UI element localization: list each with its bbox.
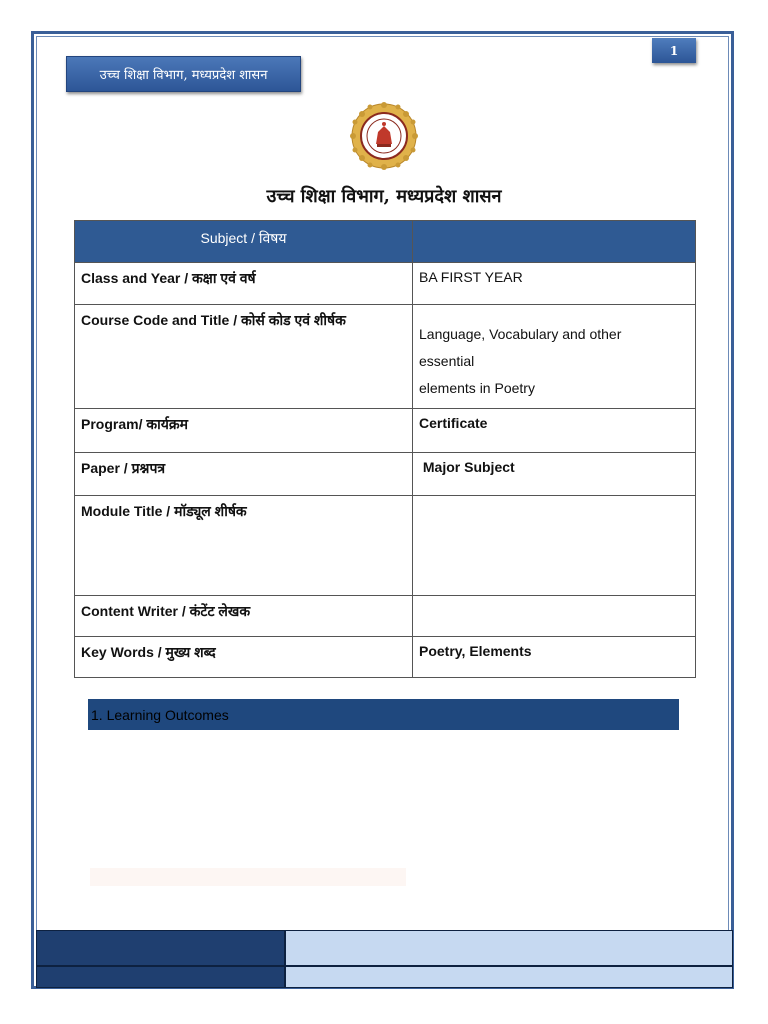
paper-label: Paper / प्रश्नपत्र bbox=[75, 453, 413, 496]
footer-cell-dark bbox=[36, 966, 285, 988]
footer-cell-light bbox=[285, 966, 733, 988]
table-row bbox=[75, 305, 696, 409]
page-number-badge: 1 bbox=[652, 38, 696, 63]
course-title-line: elements in Poetry bbox=[419, 380, 535, 396]
table-row bbox=[75, 221, 696, 263]
class-year-value: BA FIRST YEAR bbox=[413, 263, 696, 305]
module-title-value bbox=[413, 496, 696, 596]
highlight-strip bbox=[90, 868, 406, 886]
program-value: Certificate bbox=[413, 409, 696, 453]
course-code-label: Course Code and Title / कोर्स कोड एवं शीर्षक bbox=[75, 305, 413, 409]
class-year-label: Class and Year / कक्षा एवं वर्ष bbox=[75, 263, 413, 305]
module-info-table bbox=[74, 220, 696, 678]
course-title-line: essential bbox=[419, 353, 475, 369]
keywords-value: Poetry, Elements bbox=[413, 637, 696, 678]
program-label: Program/ कार्यक्रम bbox=[75, 409, 413, 453]
page-title: उच्च शिक्षा विभाग, मध्यप्रदेश शासन bbox=[266, 186, 502, 207]
table-row bbox=[75, 637, 696, 678]
footer-row bbox=[36, 930, 733, 966]
footer-row bbox=[36, 966, 733, 988]
mp-government-emblem-icon bbox=[350, 102, 418, 170]
subject-label: Subject / विषय bbox=[75, 221, 413, 263]
subject-value bbox=[413, 221, 696, 263]
learning-outcomes-heading: 1. Learning Outcomes bbox=[88, 699, 679, 730]
keywords-label: Key Words / मुख्य शब्द bbox=[75, 637, 413, 678]
table-row bbox=[75, 453, 696, 496]
table-row bbox=[75, 596, 696, 637]
module-title-label: Module Title / मॉड्यूल शीर्षक bbox=[75, 496, 413, 596]
content-writer-label: Content Writer / कंटेंट लेखक bbox=[75, 596, 413, 637]
table-row bbox=[75, 263, 696, 305]
table-row bbox=[75, 496, 696, 596]
paper-value: Major Subject bbox=[413, 453, 696, 496]
footer-cell-dark bbox=[36, 930, 285, 966]
table-row bbox=[75, 409, 696, 453]
footer-cell-light bbox=[285, 930, 733, 966]
content-writer-value bbox=[413, 596, 696, 637]
department-badge: उच्च शिक्षा विभाग, मध्यप्रदेश शासन bbox=[66, 56, 301, 92]
course-title-line: Language, Vocabulary and other bbox=[419, 326, 622, 342]
course-code-value bbox=[413, 305, 696, 409]
